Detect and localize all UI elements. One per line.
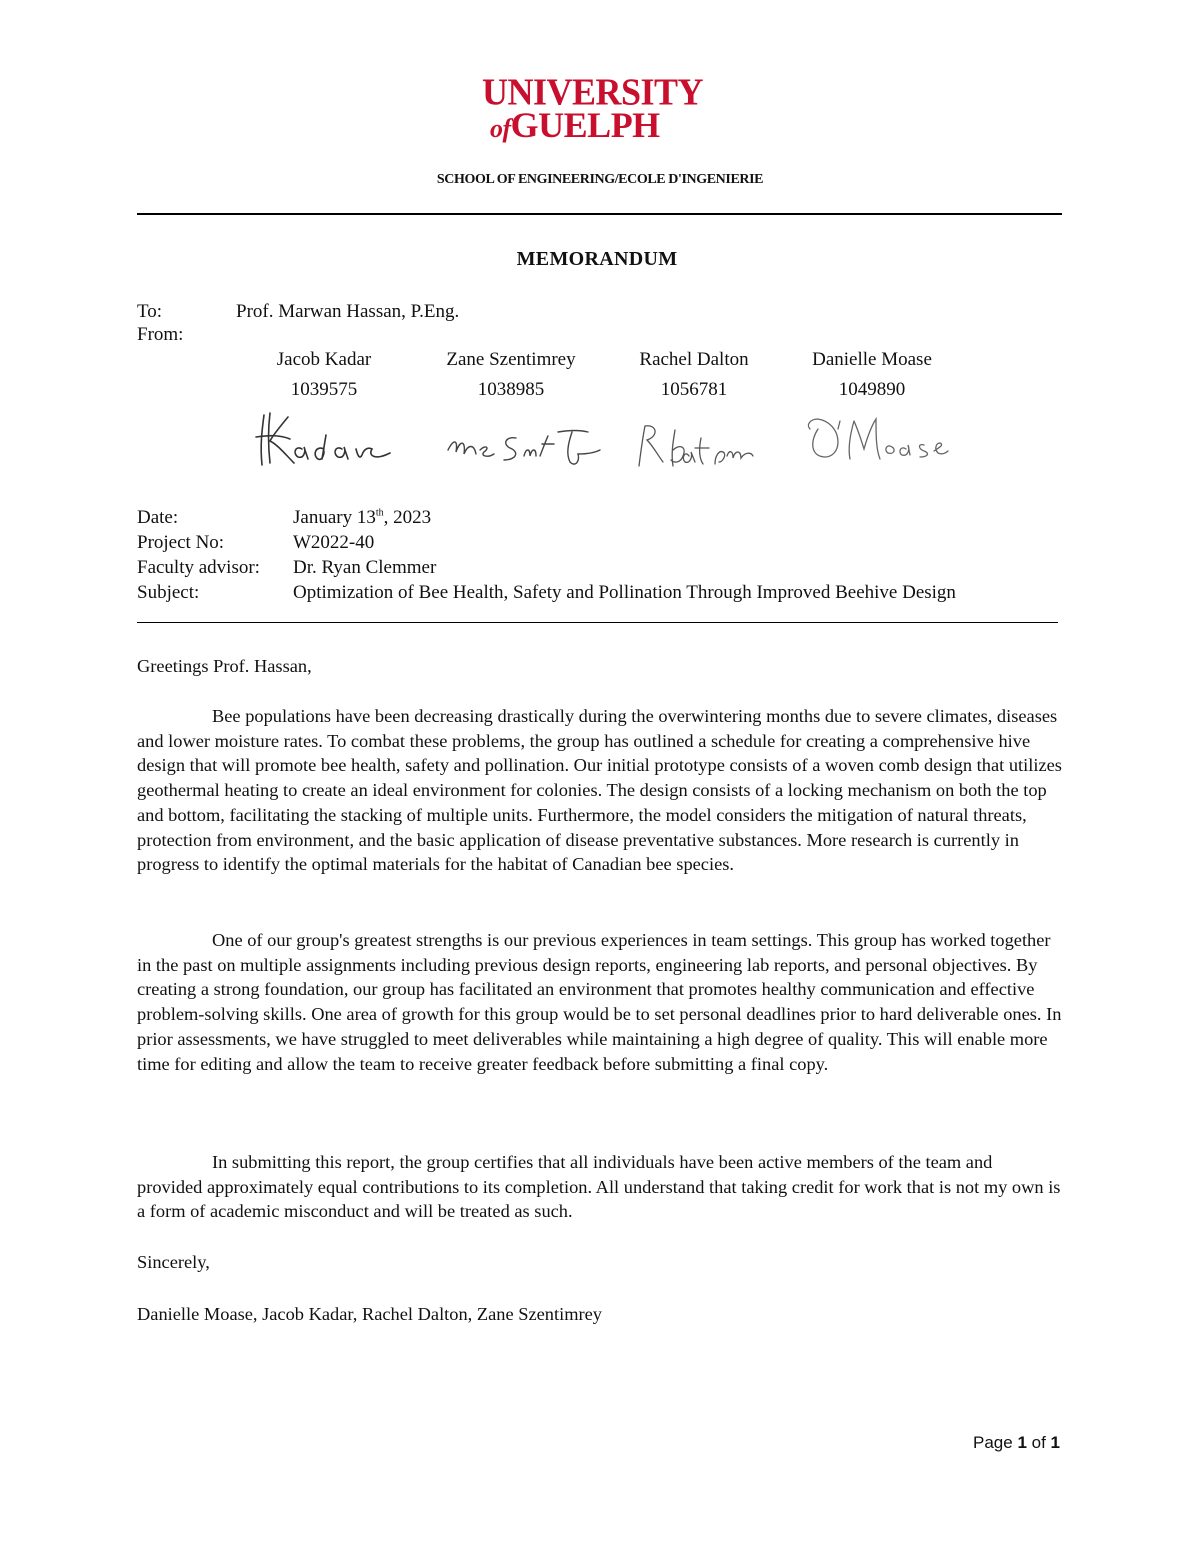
signature-kadar [250, 405, 420, 475]
page-number [973, 1433, 1060, 1453]
subject-value: Optimization of Bee Health, Safety and Pollination Through Improved Beehive Design [293, 582, 956, 603]
paragraph-1: Bee populations have been decreasing drastically during the overwintering months due to severe climates, diseases and lower moisture rates. To combat these problems, the group has outlined a schedule for creating a comprehensive hive design that will promote bee health, safety and pollination. Our initial prototype consists of a woven comb design that utilizes geothermal heating to create an ideal environment for colonies. The design consists of a locking mechanism on both the top and bottom, facilitating the stacking of multiple units. Furthermore, the model considers the mitigation of natural threats, protection from environment, and the basic application of disease preventative substances. More research is currently in progress to identify the optimal materials for the habitat of Canadian bee species. [137, 706, 1062, 875]
closing: Sincerely, [137, 1252, 210, 1272]
greeting: Greetings Prof. Hassan, [137, 656, 312, 676]
paragraph-3: In submitting this report, the group certifies that all individuals have been active members of the team and provided approximately equal contributions to its completion. All understand that taking credit for work that is not my own is a form of academic misconduct and will be treated as such. [137, 1152, 1061, 1222]
advisor-label: Faculty advisor: [137, 557, 260, 578]
signature-szentimrey [440, 410, 610, 480]
advisor-value: Dr. Ryan Clemmer [293, 557, 437, 578]
signature-moase [800, 405, 970, 475]
author-name: Zane Szentimrey [446, 349, 576, 370]
author-id: 1039575 [290, 379, 358, 400]
logo-guelph: GUELPH [510, 105, 660, 145]
page-total: 1 [1050, 1433, 1060, 1452]
author-name: Jacob Kadar [276, 349, 372, 370]
date-year: , 2023 [383, 507, 432, 528]
details-divider [137, 622, 1058, 623]
signature-dalton [623, 410, 793, 480]
page-of: of [1026, 1433, 1051, 1452]
header-divider [137, 213, 1062, 215]
subject-label: Subject: [137, 582, 200, 603]
project-label: Project No: [137, 532, 225, 553]
to-value: Prof. Marwan Hassan, P.Eng. [236, 301, 460, 322]
page-prefix: Page [973, 1433, 1018, 1452]
memo-title: MEMORANDUM [516, 248, 678, 270]
logo-of: of [490, 114, 511, 143]
logo-line2 [490, 104, 660, 146]
author-id: 1038985 [477, 379, 545, 400]
paragraph-2: One of our group's greatest strengths is our previous experiences in team settings. This group has worked together in the past on multiple assignments including previous design reports, engineering lab reports, and personal objectives. By creating a strong foundation, our group has facilitated an environment that promotes healthy communication and effective problem-solving skills. One area of growth for this group would be to set personal deadlines prior to hard deliverable ones. In prior assessments, we have struggled to meet deliverables while maintaining a high degree of quality. This will enable more time for editing and allow the team to receive greater feedback before submitting a final copy. [137, 930, 1062, 1074]
author-id: 1056781 [660, 379, 728, 400]
logo-line1: UNIVERSITY [482, 71, 704, 114]
date-main: January 13 [293, 507, 376, 528]
date-suffix: th [375, 507, 384, 519]
university-logo [482, 70, 718, 145]
school-line: SCHOOL OF ENGINEERING/ECOLE D'INGENIERIE [436, 172, 764, 187]
author-name: Danielle Moase [812, 349, 932, 370]
author-id: 1049890 [838, 379, 906, 400]
signoff-names: Danielle Moase, Jacob Kadar, Rachel Dalton, Zane Szentimrey [137, 1304, 602, 1324]
page-current: 1 [1017, 1433, 1027, 1452]
to-label: To: [137, 301, 163, 322]
author-name: Rachel Dalton [639, 349, 749, 370]
from-label: From: [137, 324, 184, 345]
date-value [293, 507, 431, 529]
date-label: Date: [137, 507, 179, 528]
project-value: W2022-40 [293, 532, 375, 553]
